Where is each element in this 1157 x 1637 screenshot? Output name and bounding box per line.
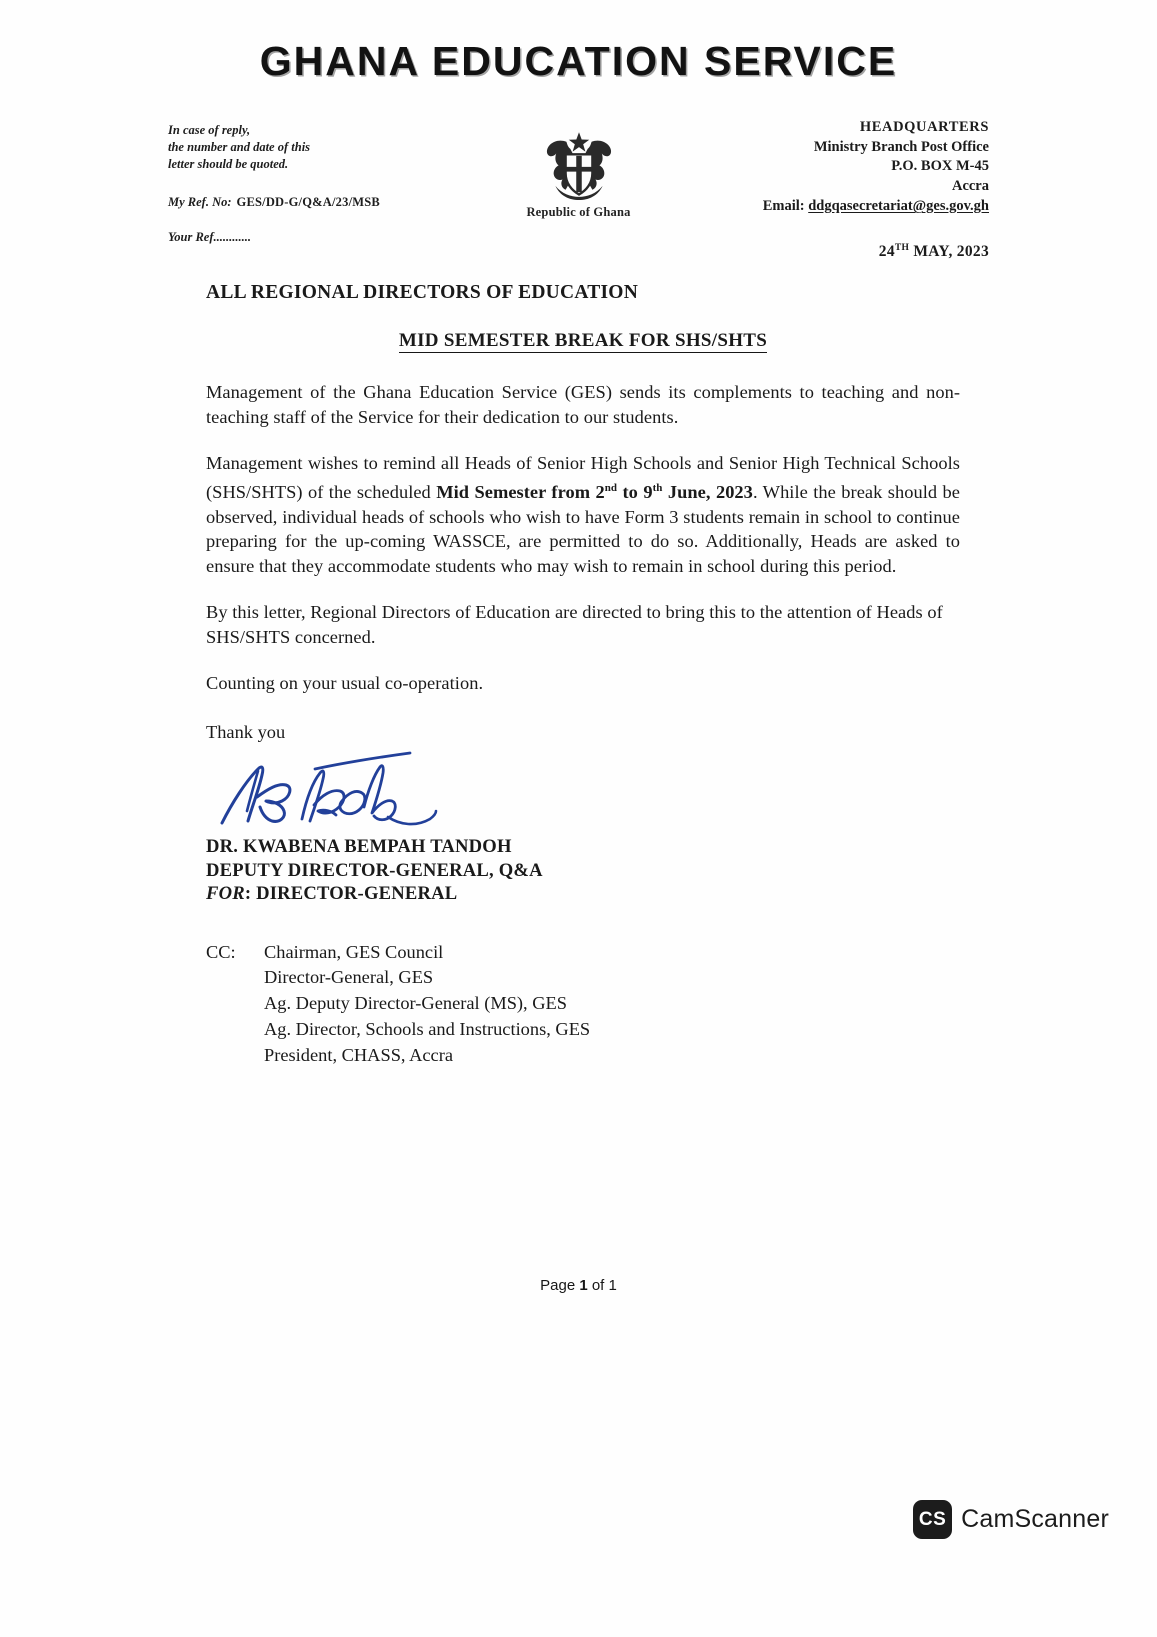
signatory-for-label: FOR bbox=[206, 883, 245, 905]
camscanner-logo-icon: CS bbox=[913, 1500, 952, 1539]
emblem-caption: Republic of Ghana bbox=[526, 205, 631, 219]
paragraph-2-bold-1: Mid Semester from 2 bbox=[436, 481, 605, 502]
cc-label: CC: bbox=[206, 941, 236, 962]
handwritten-signature-icon bbox=[202, 745, 502, 833]
signatory-for-value: : DIRECTOR-GENERAL bbox=[244, 883, 458, 905]
paragraph-2-part-2: . While the break should be observed, individual heads of schools who wish to have Form 3 students remain in school to continue preparing for the up-coming WASSCE, are permitted to do so. Additionally, Heads are asked to ensure that they accommodate students who may wish to remain in school during this period. bbox=[206, 481, 960, 576]
cc-recipient: Ag. Deputy Director-General (MS), GES bbox=[264, 993, 567, 1014]
paragraph-2-part-1: Management wishes to remind all Heads of Senior High Schools and Senior High Technical Schools (SHS/SHTS) of the scheduled bbox=[206, 453, 960, 502]
cc-distribution-block bbox=[206, 940, 960, 1069]
paragraph-2-bold-2: to 9 bbox=[617, 481, 653, 502]
addressee-line: ALL REGIONAL DIRECTORS OF EDUCATION bbox=[206, 282, 639, 303]
signatory-block bbox=[206, 835, 960, 906]
organization-title: GHANA EDUCATION SERVICE bbox=[259, 38, 898, 84]
address-line-box: P.O. BOX M-45 bbox=[891, 158, 989, 174]
my-reference-value: GES/DD-G/Q&A/23/MSB bbox=[236, 195, 380, 209]
cc-recipient: Director-General, GES bbox=[264, 967, 434, 988]
paragraph-2-bold-3: June, 2023 bbox=[662, 481, 753, 502]
reply-note-line-1: In case of reply, bbox=[168, 123, 251, 137]
signatory-title: DEPUTY DIRECTOR-GENERAL, Q&A bbox=[206, 859, 543, 881]
ghana-coat-of-arms-icon bbox=[531, 126, 627, 200]
page-number: 1 bbox=[579, 1277, 588, 1294]
signature-area bbox=[206, 749, 960, 835]
email-line bbox=[763, 197, 989, 217]
paragraph-4: Counting on your usual co-operation. bbox=[206, 673, 484, 694]
letter-body bbox=[206, 282, 960, 1069]
signatory-for-line bbox=[206, 882, 960, 906]
camscanner-label: CamScanner bbox=[961, 1505, 1109, 1533]
closing-line: Thank you bbox=[206, 722, 286, 743]
page-number-footer bbox=[0, 1277, 1157, 1294]
address-line-headquarters: HEADQUARTERS bbox=[859, 119, 989, 135]
subject-heading-text: MID SEMESTER BREAK FOR SHS/SHTS bbox=[398, 330, 768, 351]
cc-recipient-list bbox=[264, 940, 590, 1069]
page-prefix: Page bbox=[540, 1277, 580, 1294]
reply-note-line-3: letter should be quoted. bbox=[168, 157, 289, 171]
headquarters-address-block bbox=[763, 118, 989, 261]
email-label: Email: bbox=[762, 198, 805, 214]
letterhead-header bbox=[0, 118, 1157, 258]
cc-recipient: Chairman, GES Council bbox=[264, 941, 444, 962]
paragraph-2 bbox=[206, 451, 960, 578]
your-reference-label: Your Ref............ bbox=[168, 230, 251, 244]
my-reference-label: My Ref. No: bbox=[168, 195, 232, 209]
paragraph-2-sup-1: nd bbox=[604, 481, 618, 494]
page-suffix: of 1 bbox=[587, 1277, 617, 1294]
letter-date-rest: MAY, 2023 bbox=[909, 242, 989, 260]
paragraph-1: Management of the Ghana Education Service (GES) sends its complements to teaching and non-teaching staff of the Service for their dedication to our students. bbox=[206, 382, 960, 427]
letter-date-day: 24 bbox=[878, 242, 895, 260]
camscanner-watermark bbox=[913, 1500, 1109, 1539]
letter-date-ordinal: TH bbox=[894, 242, 910, 253]
letter-date bbox=[763, 239, 989, 262]
cc-recipient: Ag. Director, Schools and Instructions, GES bbox=[264, 1018, 591, 1039]
signatory-name: DR. KWABENA BEMPAH TANDOH bbox=[206, 836, 512, 858]
letterhead-masthead bbox=[0, 38, 1157, 85]
email-address[interactable]: ddgqasecretariat@ges.gov.gh bbox=[808, 198, 989, 214]
reply-note-line-2: the number and date of this bbox=[168, 140, 311, 154]
address-line-city: Accra bbox=[951, 177, 989, 194]
paragraph-2-sup-2: th bbox=[652, 481, 663, 494]
address-line-post-office: Ministry Branch Post Office bbox=[813, 138, 989, 155]
subject-heading bbox=[206, 330, 960, 352]
paragraph-3: By this letter, Regional Directors of Education are directed to bring this to the attention of Heads of SHS/SHTS concerned. bbox=[206, 602, 943, 647]
cc-recipient: President, CHASS, Accra bbox=[264, 1044, 453, 1065]
